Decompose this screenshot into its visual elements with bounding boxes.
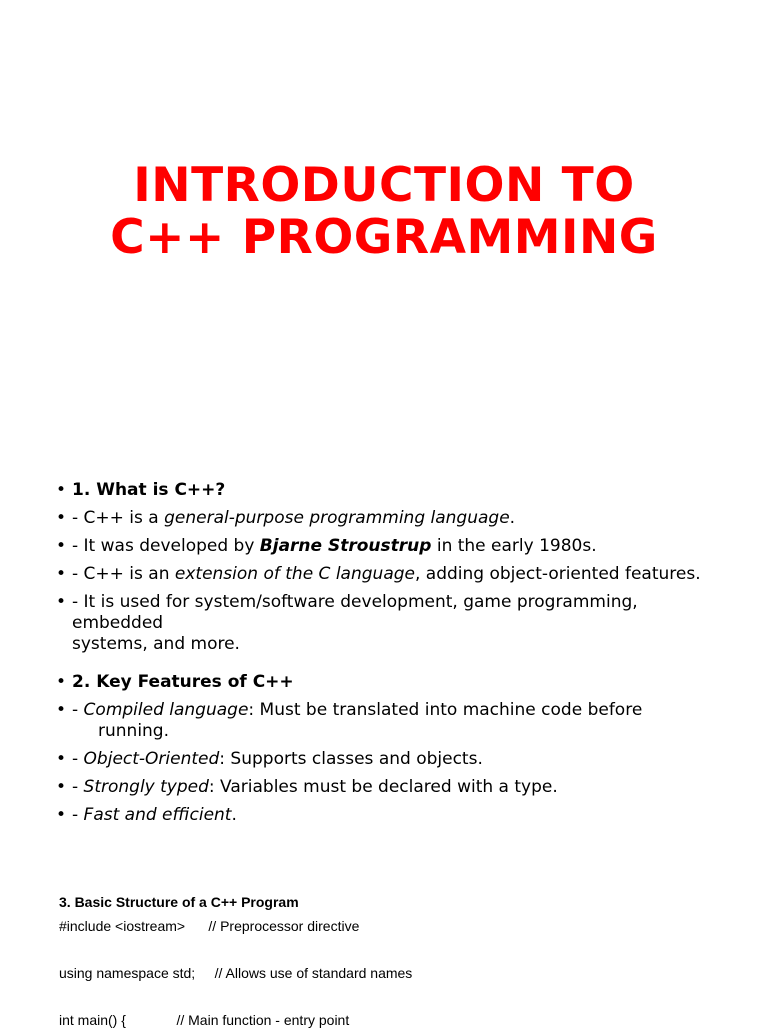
list-item: • - C++ is a general-purpose programming language. (56, 508, 516, 528)
bullet-icon: • (56, 592, 67, 612)
bullet-icon: • (56, 700, 67, 720)
title-line-2: C++ PROGRAMMING (110, 210, 658, 265)
code-section (59, 893, 739, 1029)
bullet-icon: • (56, 564, 67, 584)
page-title (0, 160, 768, 264)
list-item: • - Object-Oriented: Supports classes and objects. (56, 749, 483, 769)
section-2-list (56, 672, 706, 833)
list-item: • - C++ is an extension of the C language, adding object-oriented features. (56, 564, 701, 584)
code-line: #include <iostream> // Preprocessor directive (59, 918, 360, 934)
list-item: • - Fast and efficient. (56, 805, 237, 825)
bullet-icon: • (56, 536, 67, 556)
code-line: int main() { // Main function - entry point (59, 1012, 350, 1028)
section-1-heading: • 1. What is C++? (56, 480, 226, 500)
bullet-icon: • (56, 805, 67, 825)
title-line-1: INTRODUCTION TO (133, 158, 635, 213)
bullet-icon: • (56, 480, 67, 500)
bullet-icon: • (56, 672, 67, 692)
section-3-heading: 3. Basic Structure of a C++ Program (59, 894, 299, 910)
list-item: • - Compiled language: Must be translated into machine code before running. (56, 700, 643, 741)
bullet-icon: • (56, 749, 67, 769)
bullet-icon: • (56, 777, 67, 797)
bullet-icon: • (56, 508, 67, 528)
list-item: • - It is used for system/software development, game programming, embedded systems, and more. (56, 592, 638, 654)
list-item: • - Strongly typed: Variables must be declared with a type. (56, 777, 558, 797)
section-1-list (56, 480, 706, 662)
section-2-heading: • 2. Key Features of C++ (56, 672, 294, 692)
code-line: using namespace std; // Allows use of standard names (59, 965, 413, 981)
list-item: • - It was developed by Bjarne Stroustrup in the early 1980s. (56, 536, 597, 556)
